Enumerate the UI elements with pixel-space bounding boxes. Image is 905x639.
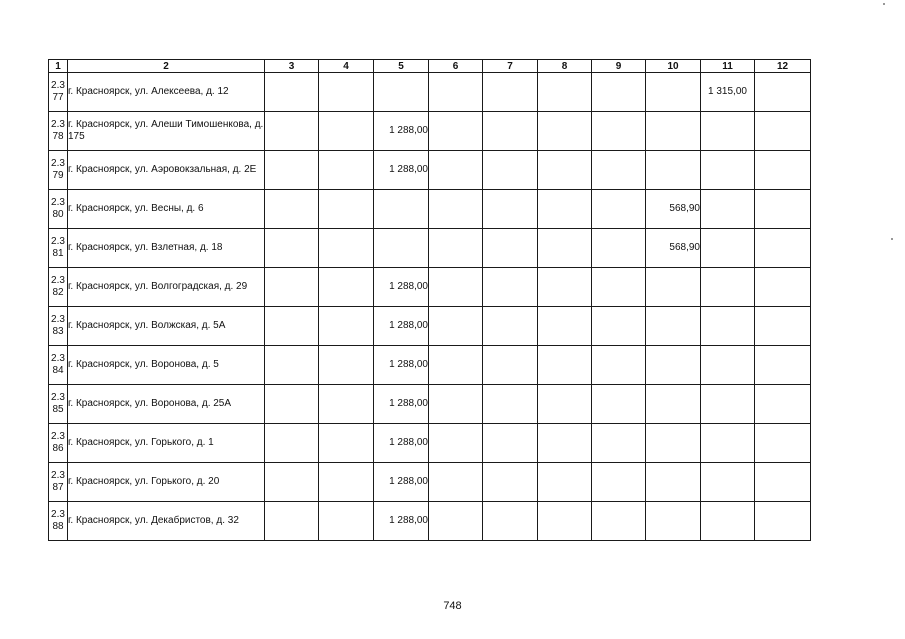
row-number-prefix: 2.3 [51,431,65,442]
address-cell: г. Красноярск, ул. Алеши Тимошенкова, д. 175 [68,112,265,151]
empty-cell [265,502,319,541]
empty-cell [483,502,538,541]
table-row [49,424,811,463]
empty-cell [483,463,538,502]
empty-cell [538,112,592,151]
row-number-cell [49,229,68,268]
value-cell-col11 [701,424,755,463]
empty-cell [755,307,811,346]
empty-cell [483,112,538,151]
column-header: 7 [483,60,538,73]
value-cell-col11 [701,463,755,502]
empty-cell [538,73,592,112]
empty-cell [483,346,538,385]
row-number-prefix: 2.3 [51,197,65,208]
row-number-prefix: 2.3 [51,158,65,169]
value-cell-col10 [646,268,701,307]
row-number-suffix: 77 [52,92,64,103]
address-cell: г. Красноярск, ул. Волжская, д. 5А [68,307,265,346]
value-cell-col11 [701,268,755,307]
empty-cell [755,229,811,268]
row-number-suffix: 82 [52,287,64,298]
empty-cell [265,346,319,385]
row-number-suffix: 78 [52,131,64,142]
value-cell-col5: 1 288,00 [374,307,429,346]
empty-cell [755,346,811,385]
empty-cell [429,229,483,268]
row-number-cell [49,268,68,307]
empty-cell [755,463,811,502]
row-number-prefix: 2.3 [51,470,65,481]
empty-cell [429,73,483,112]
value-cell-col10: 568,90 [646,190,701,229]
value-cell-col11 [701,346,755,385]
row-number-cell [49,463,68,502]
empty-cell [755,190,811,229]
row-number-suffix: 81 [52,248,64,259]
scan-speck [891,238,893,240]
empty-cell [319,112,374,151]
row-number-suffix: 84 [52,365,64,376]
empty-cell [429,151,483,190]
column-header: 4 [319,60,374,73]
row-number-suffix: 85 [52,404,64,415]
row-number-prefix: 2.3 [51,80,65,91]
empty-cell [429,190,483,229]
empty-cell [319,307,374,346]
value-cell-col5: 1 288,00 [374,346,429,385]
value-cell-col5 [374,229,429,268]
empty-cell [265,268,319,307]
row-number-cell [49,73,68,112]
row-number-cell [49,502,68,541]
column-header: 12 [755,60,811,73]
row-number-prefix: 2.3 [51,275,65,286]
page-number: 748 [443,600,462,612]
empty-cell [319,190,374,229]
value-cell-col5: 1 288,00 [374,424,429,463]
empty-cell [755,112,811,151]
row-number-cell [49,190,68,229]
table-row [49,151,811,190]
row-number-suffix: 86 [52,443,64,454]
table-row [49,112,811,151]
empty-cell [429,112,483,151]
address-cell: г. Красноярск, ул. Взлетная, д. 18 [68,229,265,268]
row-number-suffix: 87 [52,482,64,493]
empty-cell [265,190,319,229]
empty-cell [429,502,483,541]
empty-cell [538,190,592,229]
value-cell-col11 [701,112,755,151]
row-number-prefix: 2.3 [51,236,65,247]
value-cell-col11 [701,385,755,424]
empty-cell [319,73,374,112]
value-cell-col5 [374,190,429,229]
column-header: 5 [374,60,429,73]
table-row [49,73,811,112]
empty-cell [538,307,592,346]
empty-cell [319,229,374,268]
empty-cell [592,190,646,229]
address-cell: г. Красноярск, ул. Аэровокзальная, д. 2Е [68,151,265,190]
value-cell-col11 [701,151,755,190]
address-table [48,59,811,541]
empty-cell [265,112,319,151]
address-cell: г. Красноярск, ул. Горького, д. 20 [68,463,265,502]
value-cell-col10 [646,112,701,151]
column-header: 3 [265,60,319,73]
empty-cell [483,229,538,268]
empty-cell [592,112,646,151]
address-cell: г. Красноярск, ул. Декабристов, д. 32 [68,502,265,541]
row-number-cell [49,385,68,424]
empty-cell [592,385,646,424]
empty-cell [755,502,811,541]
value-cell-col10 [646,424,701,463]
value-cell-col11 [701,307,755,346]
empty-cell [755,73,811,112]
row-number-cell [49,346,68,385]
empty-cell [265,73,319,112]
scan-speck [883,3,885,5]
empty-cell [265,307,319,346]
empty-cell [319,346,374,385]
empty-cell [592,502,646,541]
empty-cell [538,424,592,463]
value-cell-col10 [646,346,701,385]
row-number-cell [49,424,68,463]
table-row [49,463,811,502]
value-cell-col10 [646,502,701,541]
value-cell-col10: 568,90 [646,229,701,268]
table-row [49,268,811,307]
row-number-cell [49,307,68,346]
empty-cell [592,346,646,385]
table-header-row [49,60,811,73]
empty-cell [265,385,319,424]
empty-cell [538,502,592,541]
row-number-prefix: 2.3 [51,353,65,364]
column-header: 10 [646,60,701,73]
empty-cell [319,268,374,307]
column-header: 11 [701,60,755,73]
empty-cell [755,424,811,463]
value-cell-col10 [646,151,701,190]
address-cell: г. Красноярск, ул. Воронова, д. 25А [68,385,265,424]
empty-cell [429,463,483,502]
row-number-cell [49,151,68,190]
empty-cell [592,424,646,463]
value-cell-col5: 1 288,00 [374,385,429,424]
empty-cell [755,385,811,424]
empty-cell [592,463,646,502]
column-header: 8 [538,60,592,73]
table-row [49,385,811,424]
value-cell-col11 [701,190,755,229]
value-cell-col10 [646,385,701,424]
value-cell-col5 [374,73,429,112]
column-header: 6 [429,60,483,73]
row-number-prefix: 2.3 [51,392,65,403]
empty-cell [265,424,319,463]
column-header: 1 [49,60,68,73]
empty-cell [538,346,592,385]
value-cell-col10 [646,307,701,346]
empty-cell [538,385,592,424]
empty-cell [538,463,592,502]
empty-cell [538,229,592,268]
table-row [49,307,811,346]
value-cell-col10 [646,463,701,502]
empty-cell [592,268,646,307]
address-cell: г. Красноярск, ул. Алексеева, д. 12 [68,73,265,112]
empty-cell [265,151,319,190]
value-cell-col11 [701,502,755,541]
empty-cell [592,73,646,112]
empty-cell [483,268,538,307]
row-number-suffix: 79 [52,170,64,181]
empty-cell [483,424,538,463]
row-number-suffix: 83 [52,326,64,337]
row-number-prefix: 2.3 [51,119,65,130]
empty-cell [483,73,538,112]
empty-cell [319,385,374,424]
value-cell-col11: 1 315,00 [701,73,755,112]
empty-cell [429,346,483,385]
value-cell-col5: 1 288,00 [374,502,429,541]
empty-cell [483,151,538,190]
column-header: 9 [592,60,646,73]
value-cell-col5: 1 288,00 [374,112,429,151]
table-row [49,229,811,268]
address-cell: г. Красноярск, ул. Весны, д. 6 [68,190,265,229]
empty-cell [592,229,646,268]
empty-cell [538,268,592,307]
empty-cell [319,463,374,502]
table-body [49,73,811,541]
empty-cell [319,424,374,463]
empty-cell [755,268,811,307]
empty-cell [592,151,646,190]
empty-cell [429,424,483,463]
empty-cell [319,151,374,190]
table-row [49,346,811,385]
empty-cell [483,385,538,424]
table-row [49,502,811,541]
empty-cell [319,502,374,541]
empty-cell [483,307,538,346]
value-cell-col5: 1 288,00 [374,463,429,502]
empty-cell [429,385,483,424]
value-cell-col5: 1 288,00 [374,268,429,307]
empty-cell [755,151,811,190]
table-row [49,190,811,229]
address-cell: г. Красноярск, ул. Воронова, д. 5 [68,346,265,385]
empty-cell [265,463,319,502]
row-number-prefix: 2.3 [51,314,65,325]
value-cell-col5: 1 288,00 [374,151,429,190]
value-cell-col11 [701,229,755,268]
address-cell: г. Красноярск, ул. Волгоградская, д. 29 [68,268,265,307]
row-number-suffix: 80 [52,209,64,220]
empty-cell [483,190,538,229]
empty-cell [429,268,483,307]
address-cell: г. Красноярск, ул. Горького, д. 1 [68,424,265,463]
empty-cell [538,151,592,190]
empty-cell [429,307,483,346]
row-number-suffix: 88 [52,521,64,532]
column-header: 2 [68,60,265,73]
value-cell-col10 [646,73,701,112]
row-number-prefix: 2.3 [51,509,65,520]
empty-cell [592,307,646,346]
row-number-cell [49,112,68,151]
empty-cell [265,229,319,268]
